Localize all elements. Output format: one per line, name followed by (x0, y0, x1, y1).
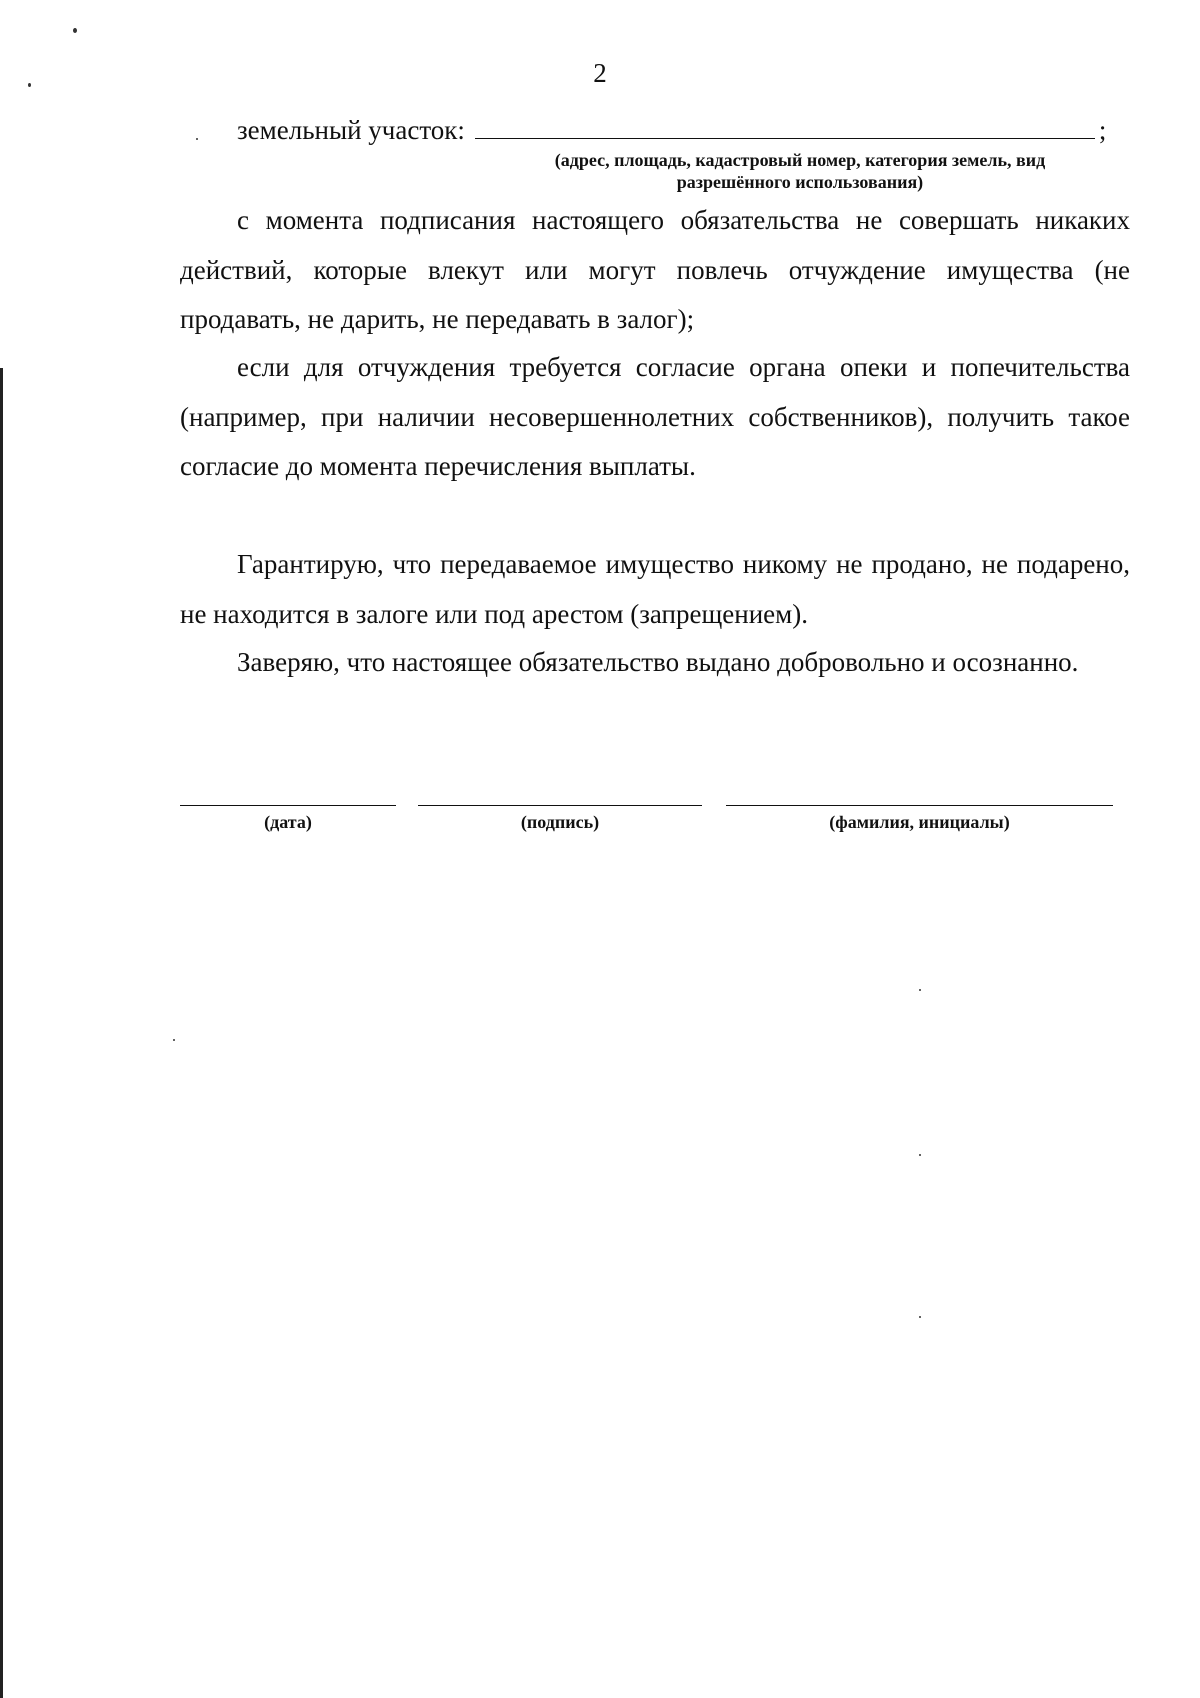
land-plot-blank-line (475, 116, 1095, 139)
date-caption: (дата) (264, 812, 312, 832)
signature-caption: (подпись) (520, 812, 600, 832)
paragraph-no-alienation: с момента подписания настоящего обязательства не совершать никаких действий, которые влекут или могут повлечь отчуждение имущества (не продавать, не дарить, не передавать в залог); (180, 205, 1130, 334)
paragraph-guarantee: Гарантирую, что передаваемое имущество никому не продано, не подарено, не находится в залоге или под арестом (запрещением). (180, 549, 1130, 629)
scan-speck (919, 989, 921, 991)
scan-speck (173, 1039, 175, 1041)
land-plot-caption: (адрес, площадь, кадастровый номер, категория земель, вид разрешённого использования) (554, 150, 1046, 192)
date-line (180, 805, 396, 806)
paragraph-assurance: Заверяю, что настоящее обязательство выдано добровольно и осознанно. (237, 647, 1079, 677)
paragraph-guardianship-consent: если для отчуждения требуется согласие органа опеки и попечительства (например, при наличии несовершеннолетних собственников), получить такое согласие до момента перечисления выплаты. (180, 352, 1130, 481)
land-plot-terminator: ; (1098, 115, 1107, 145)
name-line (726, 805, 1113, 806)
scan-edge-line (0, 368, 3, 1698)
signature-line (418, 805, 702, 806)
scan-speck (28, 83, 31, 87)
page-number: 2 (593, 58, 607, 88)
scan-speck (919, 1316, 921, 1318)
scan-speck (919, 1154, 921, 1156)
name-caption: (фамилия, инициалы) (829, 812, 1010, 832)
land-plot-row (237, 112, 1127, 148)
land-plot-label: земельный участок: (237, 115, 465, 145)
scan-speck (73, 28, 77, 33)
scan-speck (196, 138, 198, 140)
